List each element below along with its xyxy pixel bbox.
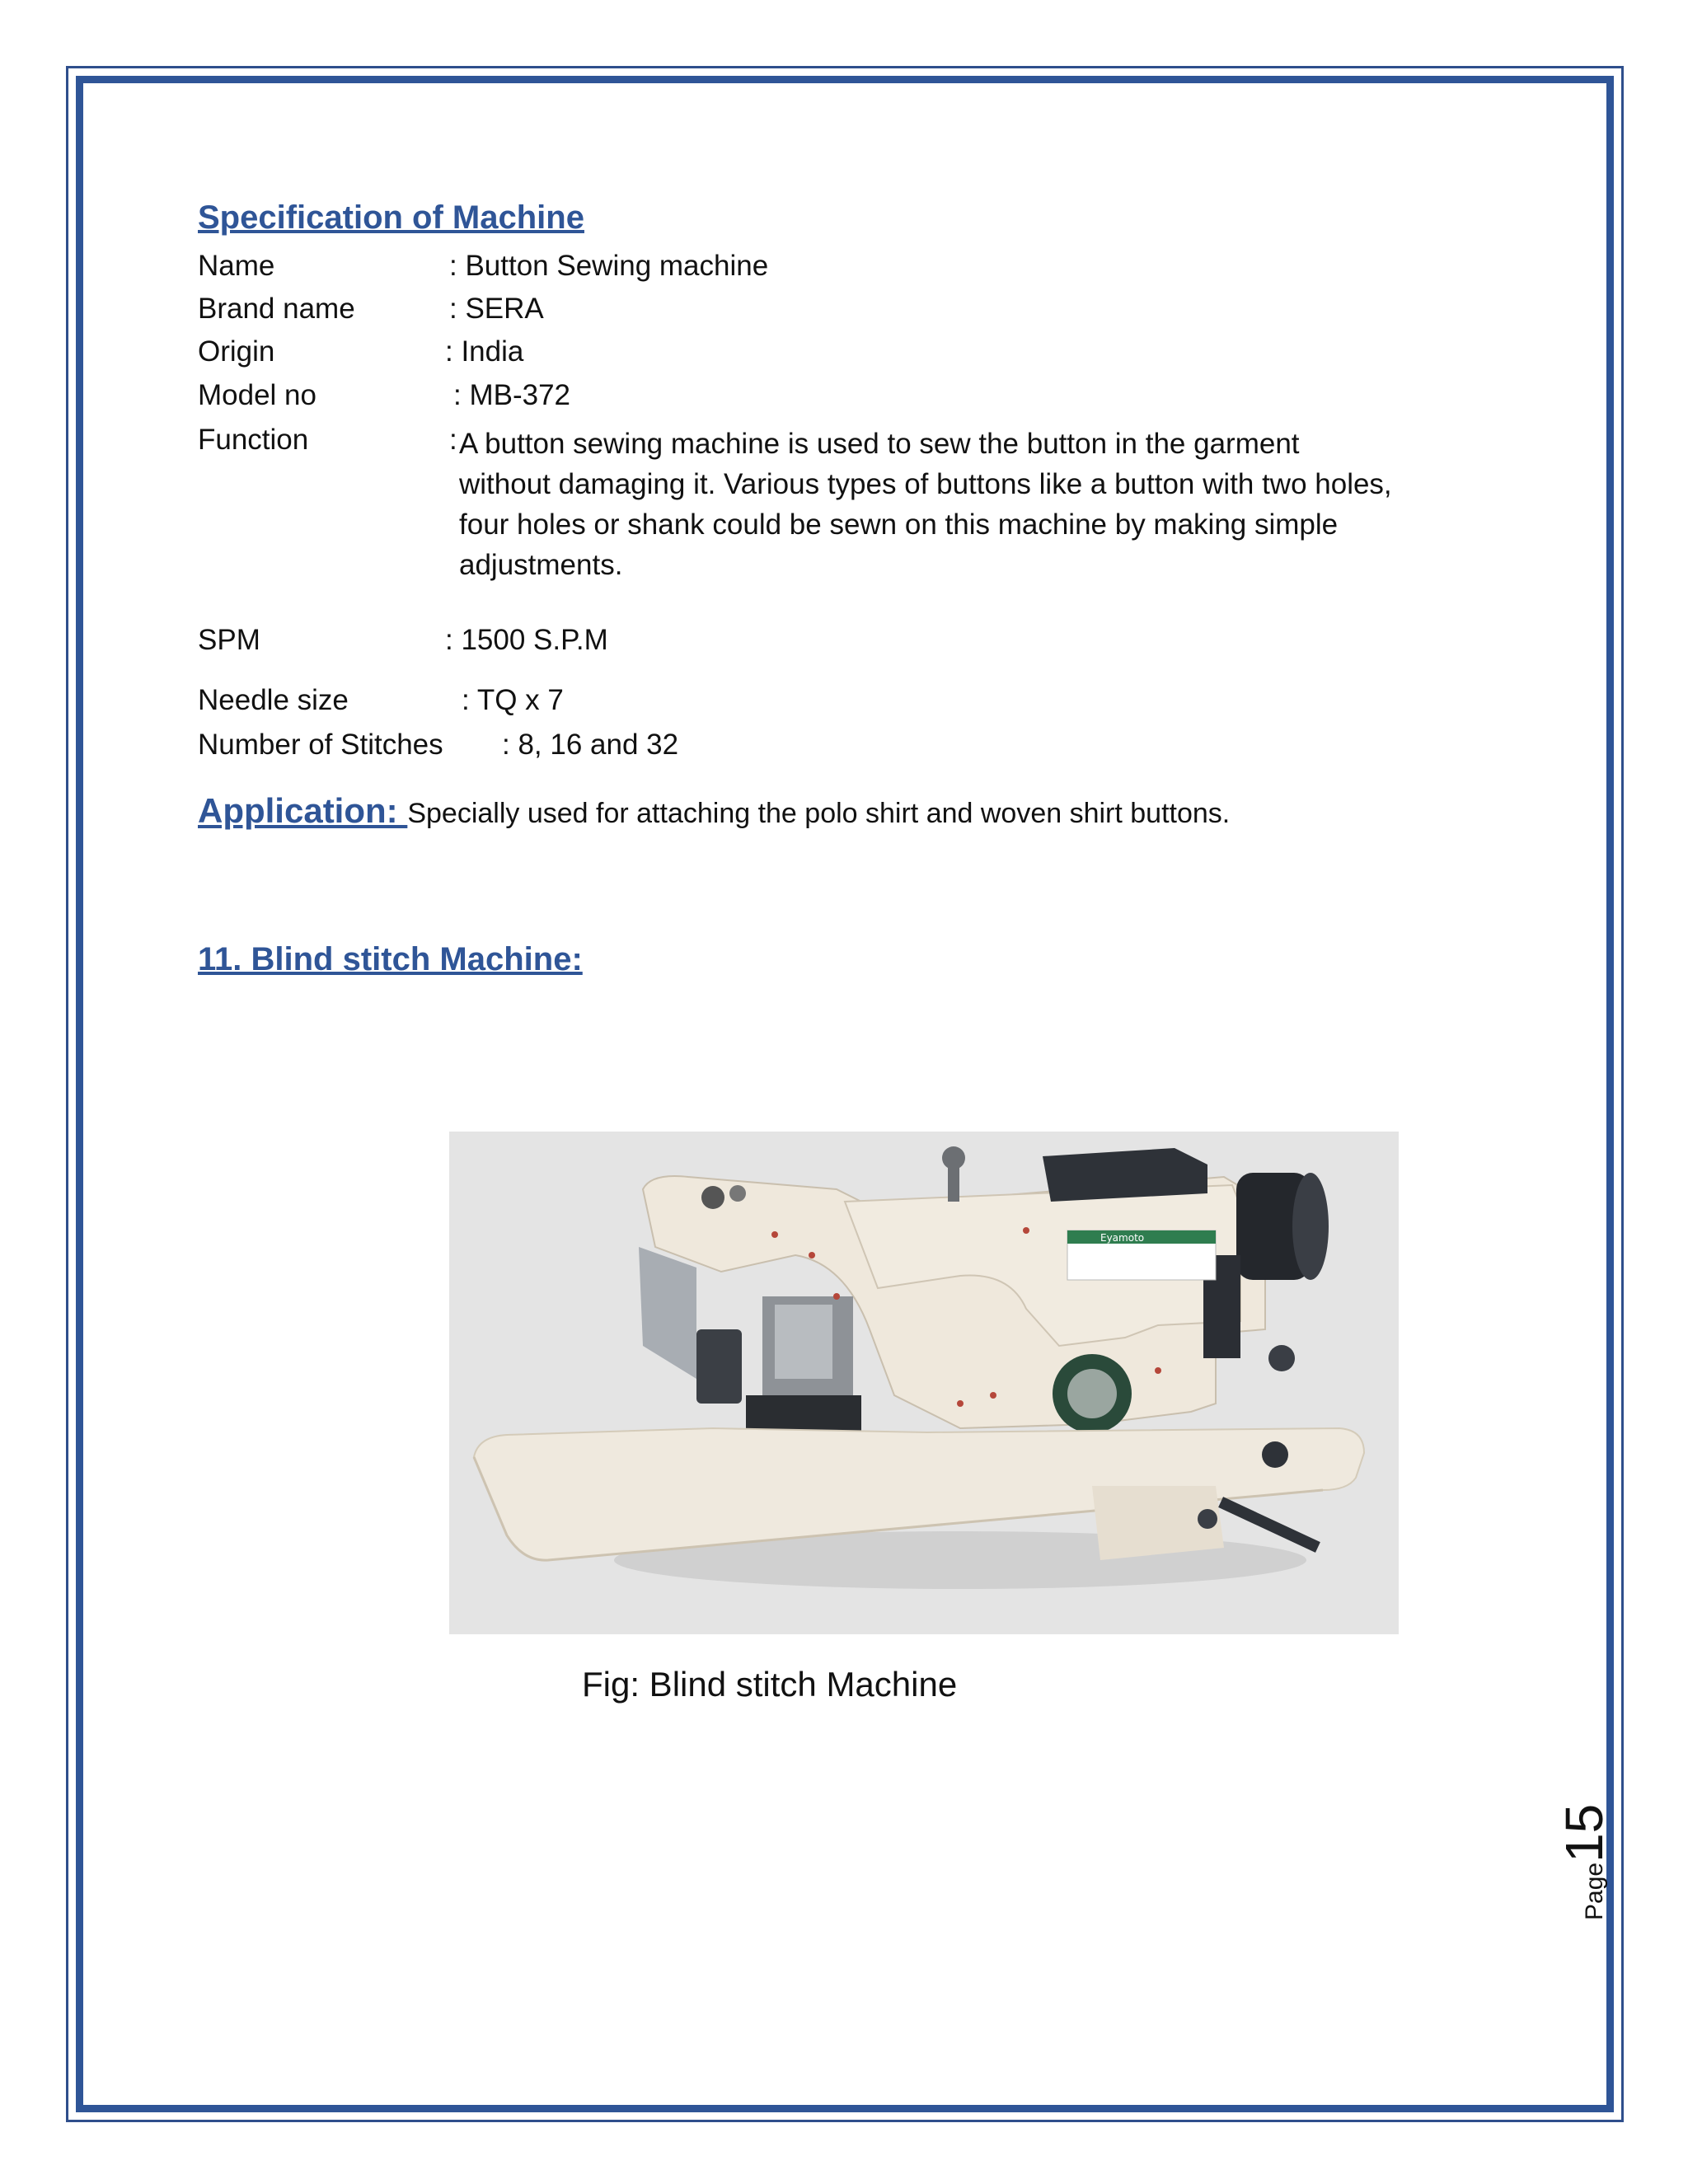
spec-value: : 1500 S.P.M [445, 624, 608, 656]
spec-label: Name [198, 250, 275, 282]
spec-row-needle [198, 684, 564, 717]
spec-value: : 8, 16 and 32 [502, 729, 679, 761]
spec-value: : SERA [449, 293, 544, 325]
section-heading: 11. Blind stitch Machine: [198, 941, 583, 977]
machine-label-text: Eyamoto [1100, 1232, 1145, 1244]
spec-label: Origin [198, 335, 275, 368]
spec-row-model [198, 379, 570, 412]
application-text: Specially used for attaching the polo shirt and woven shirt buttons. [407, 798, 1231, 829]
spec-value: : Button Sewing machine [449, 250, 769, 282]
function-description: A button sewing machine is used to sew the button in the garment without damaging it. Various types of buttons like a button with two holes, four holes or shank could be sewn on this machine by making simple adjustments. [459, 428, 1392, 581]
page-label: Page [1581, 1862, 1608, 1920]
machine-illustration [449, 1132, 1399, 1634]
application-heading: Application: [198, 791, 408, 830]
page-number-value: 15 [1554, 1803, 1614, 1863]
spec-label: Function [198, 424, 309, 456]
spec-value: : MB-372 [453, 379, 570, 411]
page-number [1554, 1804, 1615, 1920]
spec-label: Model no [198, 379, 316, 411]
spec-row-brand [198, 293, 544, 326]
spec-value: : [449, 424, 457, 456]
figure-caption: Fig: Blind stitch Machine [582, 1665, 958, 1704]
spec-label: SPM [198, 624, 260, 656]
spec-value: : India [445, 335, 524, 368]
spec-row-function [198, 424, 457, 457]
spec-value: : TQ x 7 [462, 684, 564, 716]
spec-row-stitches [198, 729, 678, 762]
spec-row-origin [198, 335, 523, 368]
spec-row-name [198, 250, 768, 283]
spec-row-spm [198, 624, 608, 657]
application-line [198, 791, 1230, 831]
spec-label: Brand name [198, 293, 355, 325]
blind-stitch-machine-image [449, 1132, 1399, 1634]
spec-label: Needle size [198, 684, 349, 716]
spec-label: Number of Stitches [198, 729, 443, 761]
spec-heading: Specification of Machine [198, 199, 584, 236]
